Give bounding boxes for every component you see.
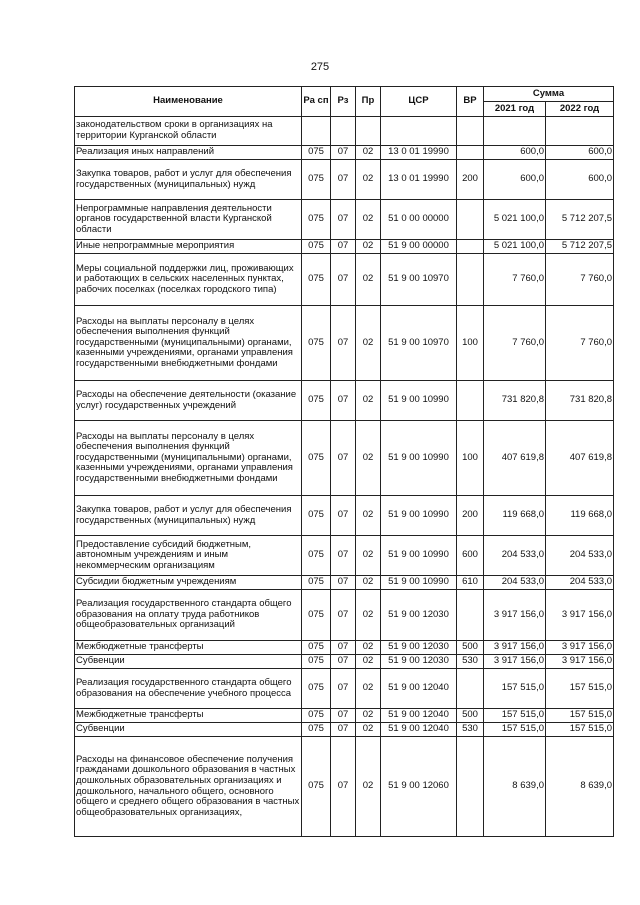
cell-s2021: 8 639,0 <box>484 737 546 837</box>
table-row <box>75 117 614 146</box>
cell-vr <box>457 254 484 306</box>
cell-csr <box>381 117 457 146</box>
cell-rz: 07 <box>331 381 356 421</box>
cell-rz: 07 <box>331 669 356 709</box>
cell-name: Расходы на выплаты персоналу в целях обеспечения выполнения функций государственными (муниципальными) органами, казенными учреждениями, органами управления государственными внебюджетными фондами <box>75 421 302 496</box>
cell-s2021: 600,0 <box>484 146 546 160</box>
cell-s2021: 7 760,0 <box>484 306 546 381</box>
table-row <box>75 496 614 536</box>
cell-vr <box>457 200 484 240</box>
cell-pr: 02 <box>356 200 381 240</box>
cell-csr: 51 9 00 10990 <box>381 536 457 576</box>
cell-s2022: 204 533,0 <box>546 536 614 576</box>
table-row <box>75 590 614 641</box>
cell-pr: 02 <box>356 590 381 641</box>
cell-name: Непрограммные направления деятельности органов государственной власти Курганской области <box>75 200 302 240</box>
cell-vr: 610 <box>457 576 484 590</box>
header-sum: Сумма <box>484 87 614 102</box>
cell-pr: 02 <box>356 146 381 160</box>
header-name: Наименование <box>75 87 302 117</box>
cell-name: Расходы на финансовое обеспечение получения гражданами дошкольного образования в частных дошкольных образовательных организациях и дошкольного, начального общего, основного общего и среднего общего образования в частных общеобразовательных организациях, <box>75 737 302 837</box>
cell-rasp <box>302 117 331 146</box>
cell-rasp: 075 <box>302 709 331 723</box>
cell-vr: 100 <box>457 306 484 381</box>
table-row <box>75 655 614 669</box>
cell-rz <box>331 117 356 146</box>
table-row <box>75 576 614 590</box>
header-rasp: Ра сп <box>302 87 331 117</box>
cell-rz: 07 <box>331 641 356 655</box>
cell-vr: 200 <box>457 160 484 200</box>
cell-rasp: 075 <box>302 737 331 837</box>
table-row <box>75 306 614 381</box>
header-pr: Пр <box>356 87 381 117</box>
cell-rz: 07 <box>331 709 356 723</box>
cell-name: Межбюджетные трансферты <box>75 709 302 723</box>
cell-s2021: 157 515,0 <box>484 709 546 723</box>
cell-rasp: 075 <box>302 146 331 160</box>
cell-vr: 530 <box>457 723 484 737</box>
cell-name: Расходы на обеспечение деятельности (оказание услуг) государственных учреждений <box>75 381 302 421</box>
cell-s2022: 204 533,0 <box>546 576 614 590</box>
cell-rasp: 075 <box>302 669 331 709</box>
table-row <box>75 160 614 200</box>
cell-rasp: 075 <box>302 590 331 641</box>
cell-rasp: 075 <box>302 160 331 200</box>
header-2022: 2022 год <box>546 102 614 117</box>
cell-s2021: 731 820,8 <box>484 381 546 421</box>
cell-vr <box>457 240 484 254</box>
header-rz: Рз <box>331 87 356 117</box>
cell-s2021: 407 619,8 <box>484 421 546 496</box>
cell-pr: 02 <box>356 536 381 576</box>
cell-pr: 02 <box>356 421 381 496</box>
cell-pr: 02 <box>356 641 381 655</box>
cell-name: Иные непрограммные мероприятия <box>75 240 302 254</box>
cell-pr: 02 <box>356 723 381 737</box>
cell-name: Расходы на выплаты персоналу в целях обеспечения выполнения функций государственными (муниципальными) органами, казенными учреждениями, органами управления государственными внебюджетными фондами <box>75 306 302 381</box>
cell-name: Предоставление субсидий бюджетным, автономным учреждениям и иным некоммерческим организациям <box>75 536 302 576</box>
cell-name: законодательством сроки в организациях на территории Курганской области <box>75 117 302 146</box>
cell-s2021: 600,0 <box>484 160 546 200</box>
cell-name: Закупка товаров, работ и услуг для обеспечения государственных (муниципальных) нужд <box>75 496 302 536</box>
cell-csr: 51 9 00 00000 <box>381 240 457 254</box>
header-vr: ВР <box>457 87 484 117</box>
cell-s2022: 5 712 207,5 <box>546 200 614 240</box>
cell-rz: 07 <box>331 655 356 669</box>
cell-s2022: 7 760,0 <box>546 254 614 306</box>
cell-vr: 530 <box>457 655 484 669</box>
cell-rasp: 075 <box>302 254 331 306</box>
cell-csr: 51 9 00 10990 <box>381 496 457 536</box>
cell-s2021: 3 917 156,0 <box>484 655 546 669</box>
cell-pr: 02 <box>356 669 381 709</box>
cell-s2022: 5 712 207,5 <box>546 240 614 254</box>
table-row <box>75 240 614 254</box>
cell-s2022: 731 820,8 <box>546 381 614 421</box>
cell-rasp: 075 <box>302 240 331 254</box>
table-row <box>75 536 614 576</box>
cell-rasp: 075 <box>302 200 331 240</box>
table-row <box>75 200 614 240</box>
cell-csr: 51 9 00 10970 <box>381 254 457 306</box>
cell-s2022 <box>546 117 614 146</box>
cell-pr: 02 <box>356 381 381 421</box>
cell-rasp: 075 <box>302 576 331 590</box>
table-row <box>75 709 614 723</box>
cell-rz: 07 <box>331 306 356 381</box>
table-row <box>75 723 614 737</box>
cell-s2022: 600,0 <box>546 146 614 160</box>
cell-s2021: 204 533,0 <box>484 536 546 576</box>
cell-csr: 51 9 00 10990 <box>381 576 457 590</box>
cell-s2022: 600,0 <box>546 160 614 200</box>
page-number: 275 <box>310 61 330 73</box>
cell-s2021: 157 515,0 <box>484 669 546 709</box>
cell-s2021: 204 533,0 <box>484 576 546 590</box>
cell-rasp: 075 <box>302 381 331 421</box>
cell-csr: 51 0 00 00000 <box>381 200 457 240</box>
cell-name: Реализация государственного стандарта общего образования на оплату труда работников общеобразовательных организаций <box>75 590 302 641</box>
cell-rz: 07 <box>331 146 356 160</box>
cell-pr: 02 <box>356 737 381 837</box>
cell-rz: 07 <box>331 496 356 536</box>
cell-s2021: 3 917 156,0 <box>484 590 546 641</box>
cell-pr: 02 <box>356 160 381 200</box>
header-csr: ЦСР <box>381 87 457 117</box>
cell-s2022: 7 760,0 <box>546 306 614 381</box>
cell-s2021: 5 021 100,0 <box>484 240 546 254</box>
cell-name: Меры социальной поддержки лиц, проживающих и работающих в сельских населенных пунктах, рабочих поселках (поселках городского типа) <box>75 254 302 306</box>
cell-rz: 07 <box>331 576 356 590</box>
cell-name: Реализация иных направлений <box>75 146 302 160</box>
cell-s2021: 5 021 100,0 <box>484 200 546 240</box>
cell-s2022: 157 515,0 <box>546 723 614 737</box>
cell-name: Реализация государственного стандарта общего образования на обеспечение учебного процесса <box>75 669 302 709</box>
cell-csr: 51 9 00 12040 <box>381 669 457 709</box>
cell-csr: 51 9 00 10990 <box>381 421 457 496</box>
cell-pr: 02 <box>356 655 381 669</box>
budget-table <box>74 86 614 837</box>
cell-rz: 07 <box>331 590 356 641</box>
cell-csr: 51 9 00 12040 <box>381 723 457 737</box>
cell-rasp: 075 <box>302 496 331 536</box>
cell-vr <box>457 737 484 837</box>
table-row <box>75 146 614 160</box>
cell-vr <box>457 669 484 709</box>
table-row <box>75 641 614 655</box>
cell-s2021: 3 917 156,0 <box>484 641 546 655</box>
cell-csr: 51 9 00 10970 <box>381 306 457 381</box>
table-row <box>75 737 614 837</box>
cell-s2022: 3 917 156,0 <box>546 655 614 669</box>
cell-s2022: 3 917 156,0 <box>546 590 614 641</box>
cell-rasp: 075 <box>302 306 331 381</box>
cell-name: Субвенции <box>75 723 302 737</box>
cell-s2021: 119 668,0 <box>484 496 546 536</box>
cell-pr <box>356 117 381 146</box>
cell-s2021: 7 760,0 <box>484 254 546 306</box>
cell-csr: 13 0 01 19990 <box>381 146 457 160</box>
cell-rasp: 075 <box>302 723 331 737</box>
cell-pr: 02 <box>356 306 381 381</box>
cell-s2022: 3 917 156,0 <box>546 641 614 655</box>
cell-s2022: 157 515,0 <box>546 709 614 723</box>
cell-rz: 07 <box>331 200 356 240</box>
cell-rz: 07 <box>331 254 356 306</box>
table-row <box>75 421 614 496</box>
cell-s2022: 8 639,0 <box>546 737 614 837</box>
cell-s2022: 157 515,0 <box>546 669 614 709</box>
cell-name: Закупка товаров, работ и услуг для обеспечения государственных (муниципальных) нужд <box>75 160 302 200</box>
header-2021: 2021 год <box>484 102 546 117</box>
cell-s2022: 119 668,0 <box>546 496 614 536</box>
cell-csr: 51 9 00 12030 <box>381 655 457 669</box>
cell-vr <box>457 590 484 641</box>
cell-rz: 07 <box>331 723 356 737</box>
cell-pr: 02 <box>356 709 381 723</box>
cell-rz: 07 <box>331 421 356 496</box>
cell-rasp: 075 <box>302 536 331 576</box>
cell-rasp: 075 <box>302 641 331 655</box>
cell-vr: 500 <box>457 709 484 723</box>
cell-vr: 200 <box>457 496 484 536</box>
cell-vr <box>457 117 484 146</box>
cell-name: Субсидии бюджетным учреждениям <box>75 576 302 590</box>
table-row <box>75 254 614 306</box>
cell-csr: 51 9 00 12030 <box>381 590 457 641</box>
cell-pr: 02 <box>356 240 381 254</box>
cell-csr: 51 9 00 10990 <box>381 381 457 421</box>
cell-vr: 100 <box>457 421 484 496</box>
cell-pr: 02 <box>356 496 381 536</box>
cell-csr: 51 9 00 12040 <box>381 709 457 723</box>
cell-csr: 51 9 00 12030 <box>381 641 457 655</box>
table-row <box>75 669 614 709</box>
cell-rz: 07 <box>331 160 356 200</box>
cell-name: Субвенции <box>75 655 302 669</box>
cell-s2022: 407 619,8 <box>546 421 614 496</box>
cell-vr <box>457 146 484 160</box>
cell-vr: 500 <box>457 641 484 655</box>
cell-rz: 07 <box>331 536 356 576</box>
cell-pr: 02 <box>356 576 381 590</box>
cell-rasp: 075 <box>302 421 331 496</box>
cell-s2021 <box>484 117 546 146</box>
cell-name: Межбюджетные трансферты <box>75 641 302 655</box>
table-row <box>75 381 614 421</box>
cell-csr: 13 0 01 19990 <box>381 160 457 200</box>
cell-vr: 600 <box>457 536 484 576</box>
cell-vr <box>457 381 484 421</box>
cell-pr: 02 <box>356 254 381 306</box>
cell-rasp: 075 <box>302 655 331 669</box>
cell-csr: 51 9 00 12060 <box>381 737 457 837</box>
cell-s2021: 157 515,0 <box>484 723 546 737</box>
cell-rz: 07 <box>331 737 356 837</box>
cell-rz: 07 <box>331 240 356 254</box>
